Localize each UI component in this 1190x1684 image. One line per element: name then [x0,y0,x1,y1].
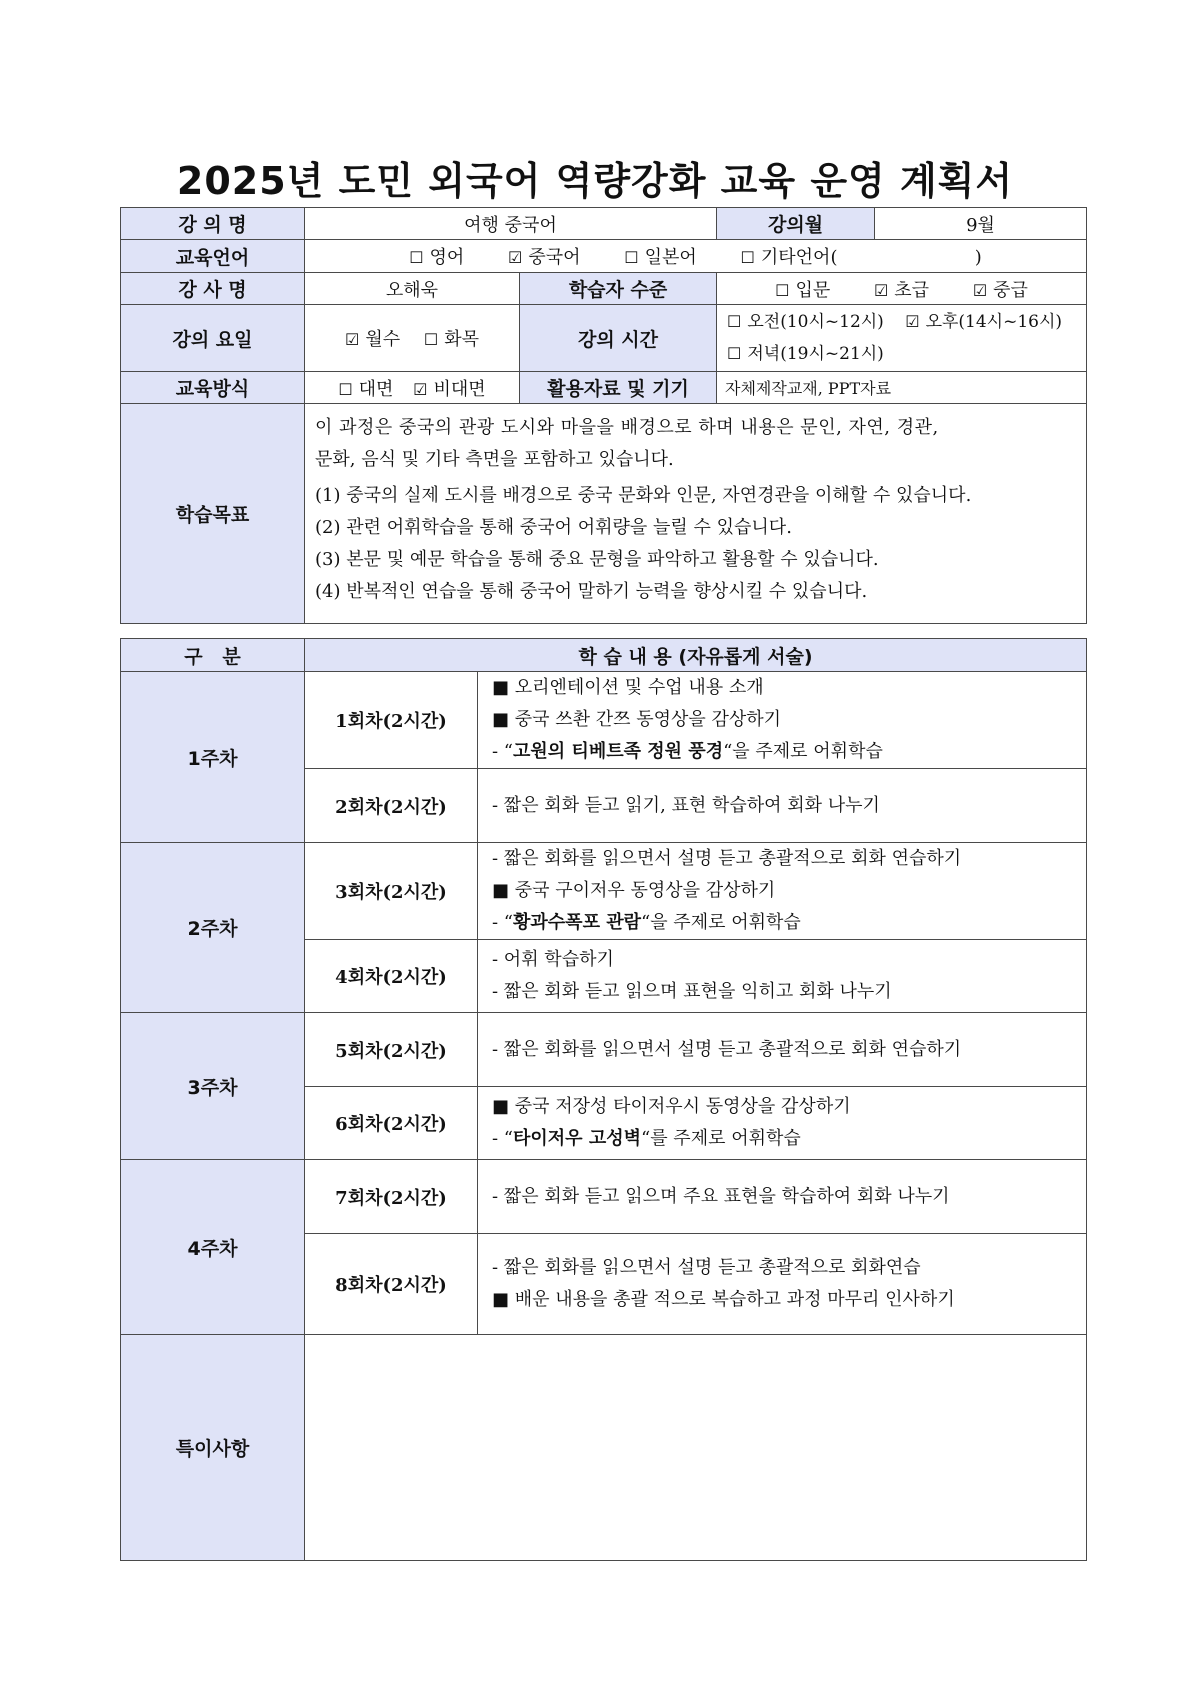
goal-item: (1) 중국의 실제 도시를 배경으로 중국 문화와 인문, 자연경관을 이해할 수 있습니다. [315,485,972,506]
week-label: 4주차 [121,1160,305,1335]
session-label: 3회차(2시간) [305,843,478,940]
session-content [478,1160,1087,1234]
goal-intro: 이 과정은 중국의 관광 도시와 마을을 배경으로 하며 내용은 문인, 자연, 경관, [315,417,939,438]
notes-content[interactable] [305,1335,1087,1561]
session-content [478,843,1087,940]
content-line: - 짧은 회화 듣고 읽기, 표현 학습하여 회화 나누기 [492,794,880,816]
session-label: 8회차(2시간) [305,1234,478,1335]
goal-item: (3) 본문 및 예문 학습을 통해 중요 문형을 파악하고 활용할 수 있습니다. [315,549,879,570]
content-line: - 짧은 회화를 읽으면서 설명 듣고 총괄적으로 회화 연습하기 [492,848,962,869]
schedule-content-label: 학 습 내 용 (자유롭게 서술) [305,639,1087,672]
notes-label: 특이사항 [121,1335,305,1561]
course-month-label: 강의월 [717,208,875,240]
checkbox-icon: ☐ [409,248,424,267]
days-option[interactable]: ☑ 월수 [345,329,401,350]
method-label: 교육방식 [121,372,305,404]
time-option[interactable]: ☐ 저녁(19시~21시) [727,344,884,364]
method-option[interactable]: ☑ 비대면 [413,378,486,400]
checkbox-checked-icon: ☑ [508,248,523,267]
session-label: 7회차(2시간) [305,1160,478,1234]
time-option[interactable]: ☐ 오전(10시~12시) [727,312,884,332]
session-content [478,769,1087,843]
week-label: 2주차 [121,843,305,1013]
time-options [717,305,1087,372]
goal-label: 학습목표 [121,404,305,624]
time-option[interactable]: ☑ 오후(14시~16시) [905,312,1062,332]
content-line: ■ 오리엔테이션 및 수업 내용 소개 [492,677,764,698]
days-options [305,305,520,372]
topic-highlight: 황과수폭포 관람 [513,912,641,933]
language-option[interactable]: ☐ 영어 [409,247,465,268]
checkbox-checked-icon: ☑ [905,312,920,331]
level-option[interactable]: ☐ 입문 [775,279,831,301]
session-content [478,1013,1087,1087]
materials-label: 활용자료 및 기기 [520,372,717,404]
days-label: 강의 요일 [121,305,305,372]
content-line: ■ 중국 구이저우 동영상을 감상하기 [492,880,776,901]
schedule-table [120,638,1087,1561]
level-option[interactable]: ☑ 초급 [873,279,930,301]
method-options [305,372,520,404]
language-options [305,240,1087,273]
content-line: - “고원의 티베트족 정원 풍경“을 주제로 어휘학습 [492,741,883,762]
checkbox-checked-icon: ☑ [345,330,360,349]
language-label: 교육언어 [121,240,305,273]
language-option[interactable]: ☑ 중국어 [508,247,581,268]
instructor-label: 강 사 명 [121,273,305,305]
checkbox-checked-icon: ☑ [873,280,889,300]
session-content [478,940,1087,1013]
schedule-col-label: 구 분 [121,639,305,672]
session-label: 4회차(2시간) [305,940,478,1013]
checkbox-icon: ☐ [624,248,639,267]
content-line: - 짧은 회화 듣고 읽으며 표현을 익히고 회화 나누기 [492,981,892,1002]
instructor-name: 오해욱 [305,273,520,305]
content-line: - 짧은 회화를 읽으면서 설명 듣고 총괄적으로 회화연습 [492,1257,921,1278]
course-name: 여행 중국어 [305,208,717,240]
content-line: - 어휘 학습하기 [492,949,614,970]
goal-item: (2) 관련 어휘학습을 통해 중국어 어휘량을 늘릴 수 있습니다. [315,517,792,538]
content-line: ■ 중국 쓰촨 간쯔 동영상을 감상하기 [492,709,782,730]
materials-value: 자체제작교재, PPT자료 [717,372,1087,404]
method-option[interactable]: ☐ 대면 [338,378,394,400]
checkbox-icon: ☐ [423,330,439,349]
week-label: 3주차 [121,1013,305,1160]
week-label: 1주차 [121,672,305,843]
goal-content [305,404,1087,624]
checkbox-icon: ☐ [727,344,742,363]
content-line: ■ 배운 내용을 총괄 적으로 복습하고 과정 마무리 인사하기 [492,1289,955,1310]
checkbox-icon: ☐ [775,280,790,300]
session-label: 2회차(2시간) [305,769,478,843]
info-table [120,207,1087,624]
session-content [478,1234,1087,1335]
content-line: - 짧은 회화 듣고 읽으며 주요 표현을 학습하여 회화 나누기 [492,1185,950,1207]
checkbox-checked-icon: ☑ [972,280,988,300]
topic-highlight: 고원의 티베트족 정원 풍경 [513,741,724,762]
session-label: 5회차(2시간) [305,1013,478,1087]
language-option[interactable]: ☐ 기타언어( ) [740,247,982,268]
session-label: 1회차(2시간) [305,672,478,769]
content-line: - 짧은 회화를 읽으면서 설명 듣고 총괄적으로 회화 연습하기 [492,1038,962,1060]
content-line: ■ 중국 저장성 타이저우시 동영상을 감상하기 [492,1096,851,1117]
checkbox-icon: ☐ [338,379,353,399]
goal-intro: 문화, 음식 및 기타 측면을 포함하고 있습니다. [315,449,674,470]
document-title: 2025년 도민 외국어 역량강화 교육 운영 계획서 [176,159,1014,203]
checkbox-icon: ☐ [740,248,755,267]
goal-item: (4) 반복적인 연습을 통해 중국어 말하기 능력을 향상시킬 수 있습니다. [315,581,868,602]
language-option[interactable]: ☐ 일본어 [624,247,697,268]
session-content [478,672,1087,769]
session-content [478,1087,1087,1160]
level-option[interactable]: ☑ 중급 [972,279,1028,301]
content-line: - “타이저우 고성벽“를 주제로 어휘학습 [492,1128,801,1149]
content-line: - “황과수폭포 관람“을 주제로 어휘학습 [492,912,801,933]
days-option[interactable]: ☐ 화목 [423,329,479,350]
session-label: 6회차(2시간) [305,1087,478,1160]
course-name-label: 강 의 명 [121,208,305,240]
topic-highlight: 타이저우 고성벽 [513,1128,641,1149]
checkbox-checked-icon: ☑ [413,379,428,399]
time-label: 강의 시간 [520,305,717,372]
checkbox-icon: ☐ [727,312,742,331]
course-month: 9월 [875,208,1087,240]
level-options [717,273,1087,305]
level-label: 학습자 수준 [520,273,717,305]
